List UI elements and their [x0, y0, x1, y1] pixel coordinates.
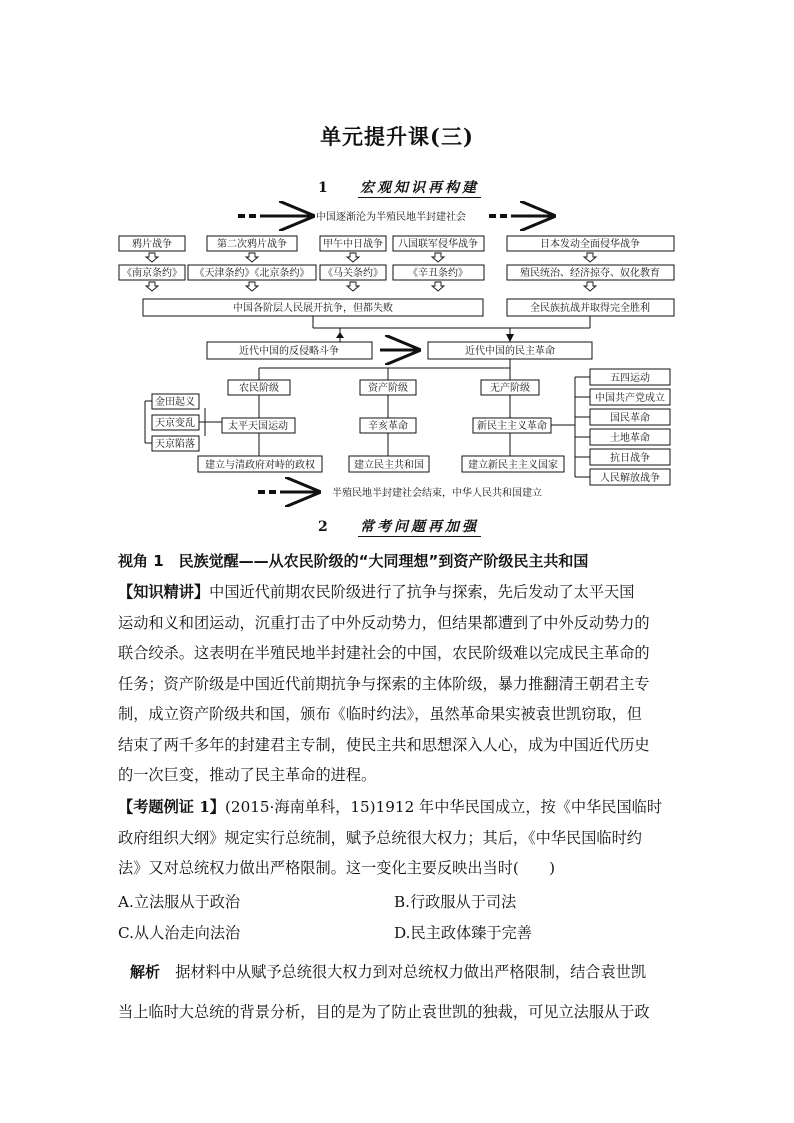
new-democratic-revolution: 新民主主义革命: [477, 421, 547, 432]
option-b: B.行政服从于司法: [394, 893, 517, 911]
option-a: A.立法服从于政治: [118, 893, 241, 911]
knowledge-line: 【知识精讲】中国近代前期农民阶级进行了抗争与探索，先后发动了太平天国: [118, 583, 635, 601]
analysis-line-2: 当上临时大总统的背景分析，目的是为了防止袁世凯的独裁，可见立法服从于政: [118, 1003, 650, 1021]
democratic-revolution-box: 近代中国的民主革命: [465, 346, 555, 357]
national-revolution: 国民革命: [610, 413, 650, 424]
knowledge-label: 【知识精讲】: [118, 583, 210, 601]
xinhai-revolution: 辛亥革命: [368, 421, 408, 432]
example-line: 政府组织大纲》规定实行总统制，赋予总统很大权力；其后，《中华民国临时约: [118, 828, 642, 847]
treaty-shimonoseki: 《马关条约》: [323, 268, 383, 279]
war-boxes: [119, 236, 674, 251]
analysis-line-1: 解析 据材料中从赋予总统很大权力到对总统权力做出严格限制，结合袁世凯: [130, 963, 647, 981]
knowledge-structure-diagram: [0, 0, 794, 520]
war-opium: 鸦片战争: [132, 239, 172, 250]
tianjing-incident: 天京变乱: [155, 418, 195, 429]
ccp-founded: 中国共产党成立: [595, 393, 665, 404]
knowledge-line: 联合绞杀。这表明在半殖民地半封建社会的中国，农民阶级难以完成民主革命的: [118, 644, 650, 662]
class-proletariat: 无产阶级: [490, 383, 530, 394]
section-name: 宏观知识再构建: [360, 180, 479, 196]
jintian-uprising: 金田起义: [155, 397, 195, 408]
knowledge-line: 的一次巨变，推动了民主革命的进程。: [118, 766, 377, 784]
tianjing-fall: 天京陷落: [155, 439, 195, 450]
knowledge-paragraph: [118, 577, 678, 791]
colonial-rule: 殖民统治、经济掠夺、奴化教育: [520, 268, 660, 279]
liberation-war: 人民解放战争: [600, 473, 660, 484]
war-eight-nation: 八国联军侵华战争: [398, 239, 478, 250]
down-arrows-row-2: [146, 282, 596, 291]
agrarian-revolution: 土地革命: [610, 433, 650, 444]
top-arrow-label: 中国逐渐沦为半殖民地半封建社会: [316, 212, 466, 223]
example-line: 【考题例证 1】(2015·海南单科，15)1912 年中华民国成立，按《中华民国临时: [118, 798, 663, 816]
treaty-boxer: 《辛丑条约》: [408, 268, 468, 279]
section-heading-2: [318, 516, 481, 536]
treaty-nanjing: 《南京条约》: [122, 268, 182, 279]
anti-aggression-box: 近代中国的反侵略斗争: [239, 346, 339, 357]
example-line: 法》又对总统权力做出严格限制。这一变化主要反映出当时( ): [118, 859, 556, 877]
analysis-label: 解析: [130, 963, 161, 981]
resistance-victory: 全民族抗战并取得完全胜利: [530, 303, 650, 314]
resistance-failed: 中国各阶层人民展开抗争，但都失败: [233, 303, 393, 314]
knowledge-line: 任务；资产阶级是中国近代前期抗争与探索的主体阶级，暴力推翻清王朝君主专: [118, 674, 650, 693]
option-d: D.民主政体臻于完善: [394, 924, 532, 942]
result-new-democratic: 建立新民主主义国家: [468, 460, 558, 471]
angle-title: 视角 1 民族觉醒——从农民阶级的“大同理想”到资产阶级民主共和国: [118, 552, 589, 570]
knowledge-line: 运动和义和团运动，沉重打击了中外反动势力，但结果都遭到了中外反动势力的: [118, 613, 650, 632]
anti-japanese-war: 抗日战争: [610, 453, 650, 464]
result-xinhai: 建立民主共和国: [354, 460, 424, 471]
war-second-opium: 第二次鸦片战争: [217, 239, 287, 250]
example-paragraph: [118, 792, 678, 884]
down-arrows-row-1: [146, 253, 596, 262]
treaty-boxes: [119, 265, 674, 280]
knowledge-line: 制，成立资产阶级共和国，颁布《临时约法》，虽然革命果实被袁世凯窃取，但: [118, 705, 642, 723]
section-number: 1: [318, 180, 328, 196]
treaty-tianjin-beijing: 《天津条约》《北京条约》: [194, 268, 310, 279]
bottom-arrow-label: 半殖民地半封建社会结束，中华人民共和国建立: [332, 488, 542, 499]
war-japan-full: 日本发动全面侵华战争: [540, 239, 640, 250]
class-bourgeois: 资产阶级: [368, 383, 408, 394]
may-fourth: 五四运动: [610, 373, 650, 384]
bottom-dashed-arrow: [258, 486, 542, 499]
taiping-movement: 太平天国运动: [228, 421, 288, 432]
class-peasant: 农民阶级: [239, 383, 279, 394]
result-taiping: 建立与清政府对峙的政权: [205, 460, 315, 471]
knowledge-line: 结束了两千多年的封建君主专制，使民主共和思想深入人心，成为中国近代历史: [118, 735, 650, 754]
war-sino-japanese: 甲午中日战争: [323, 239, 383, 250]
section-name: 常考问题再加强: [360, 519, 479, 535]
option-c: C.从人治走向法治: [118, 924, 241, 942]
top-dashed-arrow: [238, 210, 553, 223]
section-number: 2: [318, 519, 328, 535]
page-title: 单元提升课(三): [320, 124, 474, 149]
example-label: 【考题例证 1】: [118, 798, 225, 816]
